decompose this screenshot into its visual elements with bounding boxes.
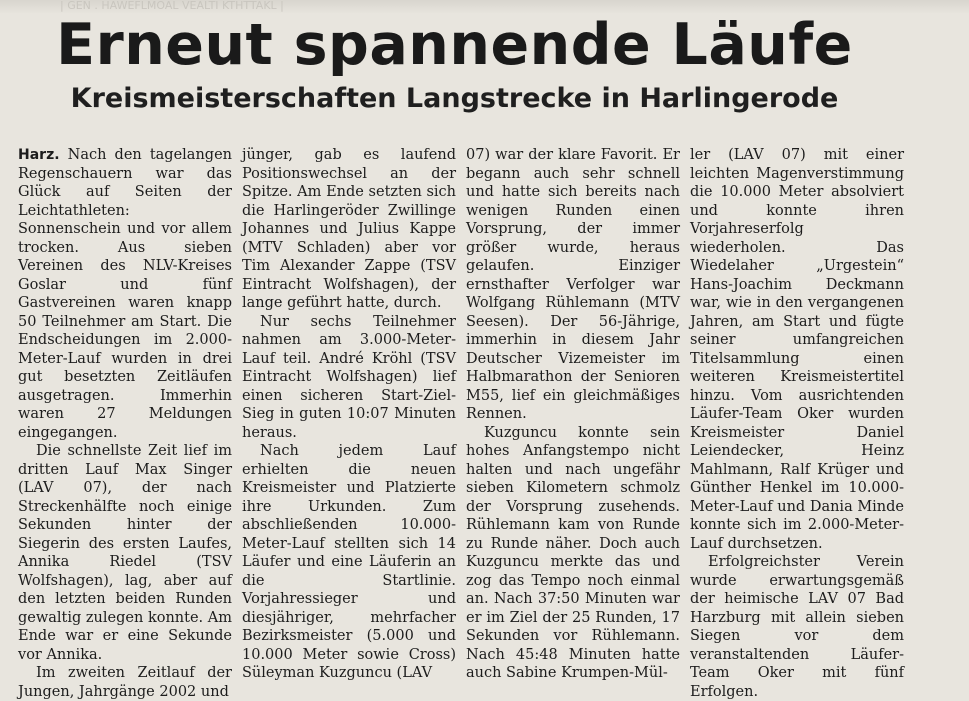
article-body	[18, 146, 906, 700]
article-column-1	[18, 146, 232, 700]
article-paragraph: Kuzguncu konnte sein hohes Anfangstempo nicht halten und nach ungefähr sieben Kilometern schmolz der Vorsprung zusehends. Rühlemann kam von Runde zu Runde näher. Doch auch Kuzguncu merkte das und zog das Tempo noch einmal an. Nach 37:50 Minuten war er im Ziel der 25 Runden, 17 Sekunden vor Rühlemann. Nach 45:48 Minuten hatte auch Sabine Krumpen-Mül-	[466, 424, 680, 681]
article-paragraph: Im zweiten Zeitlauf der Jungen, Jahrgänge 2002 und	[18, 665, 232, 700]
article-subheadline: Kreismeisterschaften Langstrecke in Harlingerode	[70, 83, 839, 114]
article-paragraph	[18, 146, 232, 442]
article-paragraph: Nur sechs Teilnehmer nahmen am 3.000-Meter-Lauf teil. André Kröhl (TSV Eintracht Wolfshagen) lief einen sicheren Start-Ziel-Sieg in guten 10:07 Minuten heraus.	[242, 313, 456, 441]
article-column-3	[466, 146, 680, 681]
article-paragraph: ler (LAV 07) mit einer leichten Magenverstimmung die 10.000 Meter absolviert und konnte ihren Vorjahreserfolg wiederholen. Das Wiedelaher „Urgestein“ Hans-Joachim Deckmann war, wie in den vergangenen Jahren, am Start und fügte seiner umfangreichen Titelsammlung einen weiteren Kreismeistertitel hinzu. Vom ausrichtenden Läufer-Team Oker wurden Kreismeister Daniel Leiendecker, Heinz Mahlmann, Ralf Krüger und Günther Henkel im 10.000-Meter-Lauf und Dania Minde konnte sich im 2.000-Meter-Lauf durchsetzen.	[690, 147, 905, 552]
bleed-text: | GEN . HAWEFLMOAL VEALTI KTHTTAKL |	[60, 0, 284, 12]
article-paragraph: Erfolgreichster Verein wurde erwartungsgemäß der heimische LAV 07 Bad Harzburg mit allein sieben Siegen vor dem veranstaltenden Läufer-Team Oker mit fünf Erfolgen.	[690, 554, 904, 700]
article-paragraph: jünger, gab es laufend Positionswechsel an der Spitze. Am Ende setzten sich die Harlingeröder Zwillinge Johannes und Julius Kappe (MTV Schladen) aber vor Tim Alexander Zappe (TSV Eintracht Wolfshagen), der lange geführt hatte, durch.	[242, 147, 456, 311]
paragraph-text: Nach den tagelangen Regenschauern war das Glück auf Seiten der Leichtathleten: Sonnenschein und vor allem trocken. Aus sieben Vereinen des NLV-Kreises Goslar und fünf Gastvereinen waren knapp 50 Teilnehmer am Start. Die Endscheidungen im 2.000-Meter-Lauf wurden in drei gut besetzten Zeitläufen ausgetragen. Immerhin waren 27 Meldungen eingegangen.	[18, 147, 232, 441]
article-headline: Erneut spannende Läufe	[56, 12, 853, 78]
article-column-2	[242, 146, 456, 681]
article-paragraph: Nach jedem Lauf erhielten die neuen Kreismeister und Platzierte ihre Urkunden. Zum abschließenden 10.000-Meter-Lauf stellten sich 14 Läufer und eine Läuferin an die Startlinie. Vorjahressieger und diesjähriger, mehrfacher Bezirksmeister (5.000 und 10.000 Meter sowie Cross) Süleyman Kuzguncu (LAV	[242, 443, 456, 681]
article-paragraph: 07) war der klare Favorit. Er begann auch sehr schnell und hatte sich bereits nach wenigen Runden einen Vorsprung, der immer größer wurde, heraus gelaufen. Einziger ernsthafter Verfolger war Wolfgang Rühlemann (MTV Seesen). Der 56-Jährige, immerhin in diesem Jahr Deutscher Vizemeister im Halbmarathon der Senioren M55, lief ein gleichmäßiges Rennen.	[466, 147, 680, 422]
dateline: Harz.	[18, 147, 60, 163]
article-paragraph: Die schnellste Zeit lief im dritten Lauf Max Singer (LAV 07), der nach Streckenhälfte noch einige Sekunden hinter der Siegerin des ersten Laufes, Annika Riedel (TSV Wolfshagen), lag, aber auf den letzten beiden Runden gewaltig zulegen konnte. Am Ende war er eine Sekunde vor Annika.	[18, 443, 232, 663]
article-column-4	[690, 146, 905, 700]
